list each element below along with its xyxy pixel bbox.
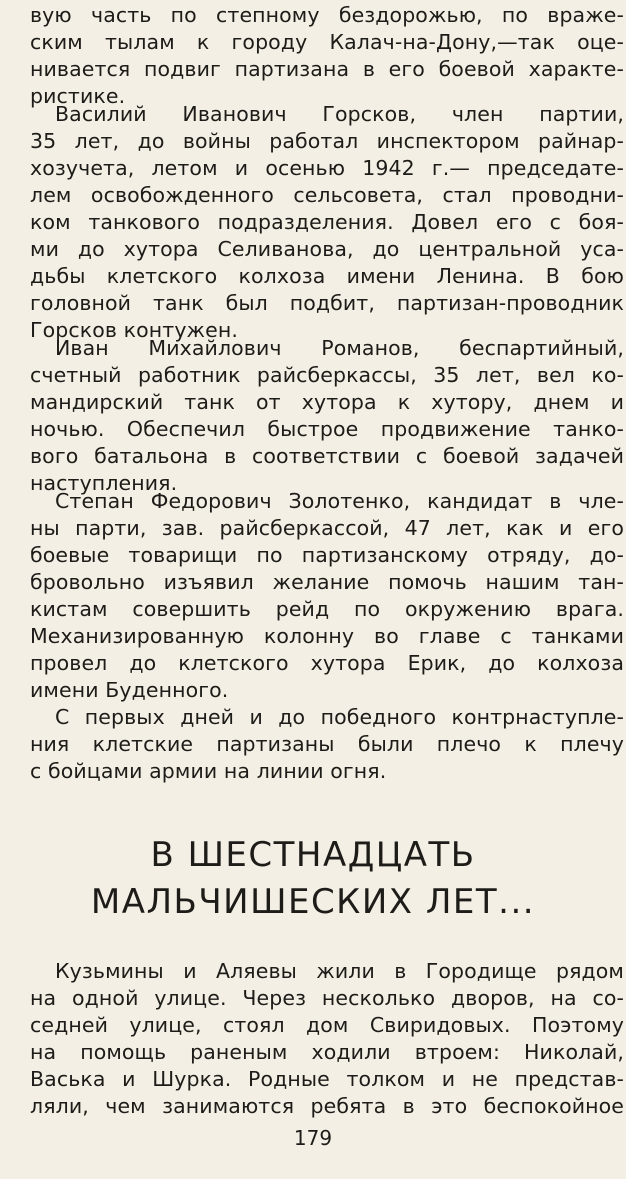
paragraph-first-line: Степан Федорович Золотенко, кандидат в чле- [55, 489, 624, 513]
text-line: на одной улице. Через несколько дворов, на со- [30, 986, 624, 1010]
paragraph-first-line: Василий Иванович Горсков, член партии, [55, 102, 624, 126]
text-line: вого батальона в соответствии с боевой задачей [30, 444, 624, 468]
text-line: дьбы клетского колхоза имени Ленина. В бою [30, 264, 624, 288]
text-line: лем освобожденного сельсовета, стал проводни- [30, 183, 624, 207]
text-line: имени Буденного. [30, 678, 229, 702]
text-line: с бойцами армии на линии огня. [30, 759, 387, 783]
text-line: боевые товарищи по партизанскому отряду, до- [30, 543, 624, 567]
text-line: счетный работник райсберкассы, 35 лет, вел ко- [30, 363, 624, 387]
text-line: нивается подвиг партизана в его боевой характе- [30, 57, 624, 81]
chapter-title-line-1: В ШЕСТНАДЦАТЬ [150, 835, 476, 875]
paragraph-first-line: С первых дней и до победного контрнаступле- [55, 705, 624, 729]
paragraph-first-line: Иван Михайлович Романов, беспартийный, [55, 336, 624, 360]
text-line: Горсков контужен. [30, 318, 238, 342]
text-line: ния клетские партизаны были плечо к плечу [30, 732, 624, 756]
text-line: седней улице, стоял дом Свиридовых. Поэтому [30, 1013, 624, 1037]
text-line: ночью. Обеспечил быстрое продвижение танко- [30, 417, 624, 441]
text-line: ляли, чем занимаются ребята в это беспокойное [30, 1094, 624, 1118]
text-line: хозучета, летом и осенью 1942 г.— председате- [30, 156, 624, 180]
text-line: ристике. [30, 84, 126, 108]
paragraph-first-line: Кузьмины и Аляевы жили в Городище рядом [55, 959, 624, 983]
text-line: головной танк был подбит, партизан-проводник [30, 291, 624, 315]
text-line: ми до хутора Селиванова, до центральной уса- [30, 237, 624, 261]
chapter-title-line-2: МАЛЬЧИШЕСКИХ ЛЕТ... [90, 882, 536, 922]
text-line: на помощь раненым ходили втроем: Николай, [30, 1040, 624, 1064]
page-number: 179 [293, 1126, 333, 1150]
text-line: наступления. [30, 471, 178, 495]
text-line: мандирский танк от хутора к хутору, днем и [30, 390, 624, 414]
text-line: кистам совершить рейд по окружению врага. [30, 597, 624, 621]
text-line: Механизированную колонну во главе с танками [30, 624, 624, 648]
text-line: ны парти, зав. райсберкассой, 47 лет, как и его [30, 516, 624, 540]
text-line: ком танкового подразделения. Довел его с боя- [30, 210, 624, 234]
text-line: ским тылам к городу Калач-на-Дону,—так оце- [30, 30, 624, 54]
text-line: провел до клетского хутора Ерик, до колхоза [30, 651, 624, 675]
text-line: Васька и Шурка. Родные толком и не представ- [30, 1067, 624, 1091]
text-line: вую часть по степному бездорожью, по враже- [30, 3, 624, 27]
text-line: 35 лет, до войны работал инспектором райнар- [30, 129, 624, 153]
text-line: бровольно изъявил желание помочь нашим тан- [30, 570, 624, 594]
